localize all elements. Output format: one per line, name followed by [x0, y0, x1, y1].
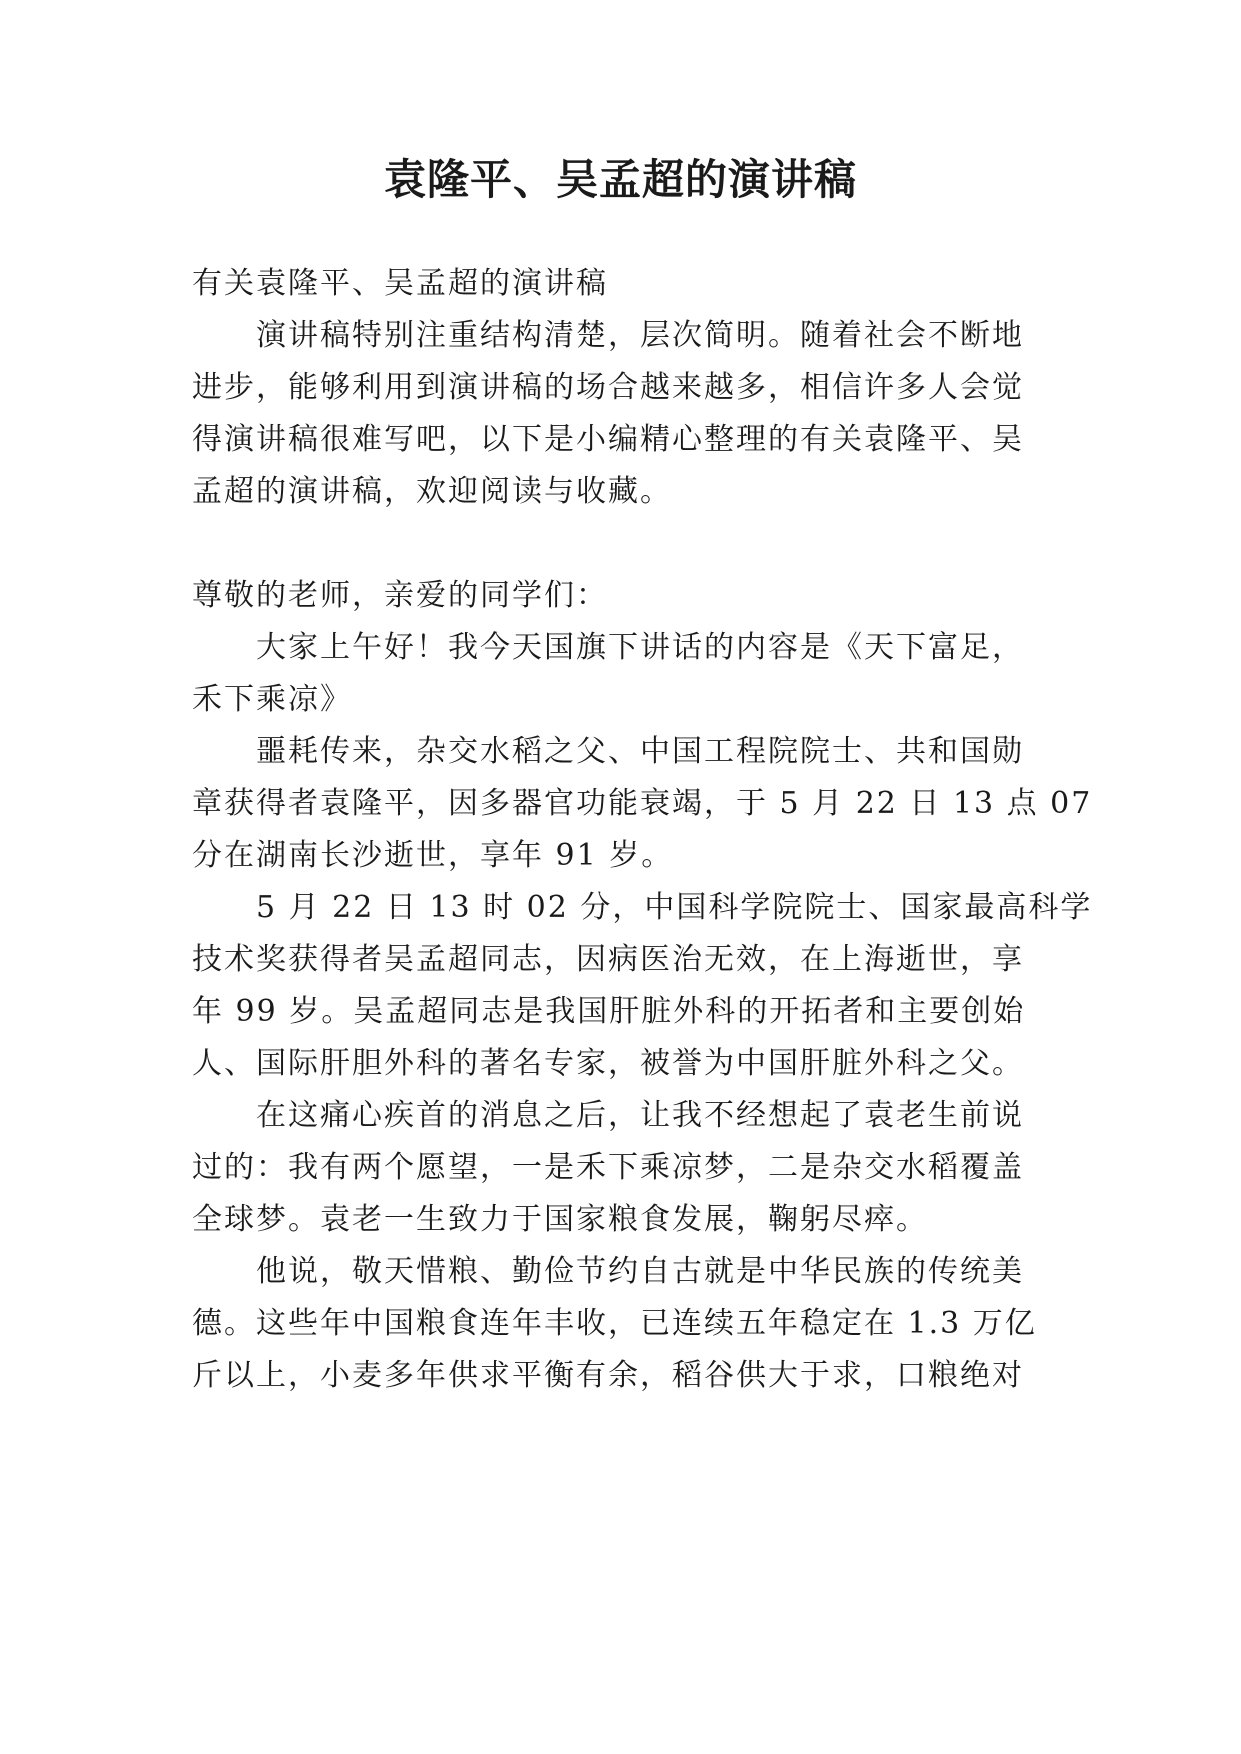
- body-line-7: 技术奖获得者吴孟超同志，因病医治无效，在上海逝世，享: [192, 942, 1024, 977]
- body-line-4: 章获得者袁隆平，因多器官功能衰竭，于 5 月 22 日 13 点 07: [192, 786, 1093, 821]
- intro-line-1: 演讲稿特别注重结构清楚，层次简明。随着社会不断地: [256, 318, 1024, 353]
- body-line-1: 大家上午好！我今天国旗下讲话的内容是《天下富足，: [256, 630, 1024, 665]
- intro-line-2: 进步，能够利用到演讲稿的场合越来越多，相信许多人会觉: [192, 370, 1024, 405]
- body-line-10: 在这痛心疾首的消息之后，让我不经想起了袁老生前说: [256, 1098, 1024, 1133]
- body-line-13: 他说，敬天惜粮、勤俭节约自古就是中华民族的传统美: [256, 1254, 1024, 1289]
- body-line-15: 斤以上，小麦多年供求平衡有余，稻谷供大于求，口粮绝对: [192, 1358, 1024, 1393]
- body-line-8: 年 99 岁。吴孟超同志是我国肝脏外科的开拓者和主要创始: [192, 994, 1026, 1029]
- body-line-12: 全球梦。袁老一生致力于国家粮食发展，鞠躬尽瘁。: [192, 1202, 928, 1237]
- body-line-9: 人、国际肝胆外科的著名专家，被誉为中国肝脏外科之父。: [192, 1046, 1024, 1081]
- subtitle-line: 有关袁隆平、吴孟超的演讲稿: [192, 266, 608, 301]
- intro-line-3: 得演讲稿很难写吧，以下是小编精心整理的有关袁隆平、吴: [192, 422, 1024, 457]
- document-title: 袁隆平、吴孟超的演讲稿: [383, 155, 857, 204]
- body-line-3: 噩耗传来，杂交水稻之父、中国工程院院士、共和国勋: [256, 734, 1024, 769]
- body-line-2: 禾下乘凉》: [192, 682, 352, 717]
- body-line-5: 分在湖南长沙逝世，享年 91 岁。: [192, 838, 674, 873]
- body-line-6: 5 月 22 日 13 时 02 分，中国科学院院士、国家最高科学: [256, 890, 1093, 925]
- body-line-14: 德。这些年中国粮食连年丰收，已连续五年稳定在 1.3 万亿: [192, 1306, 1037, 1341]
- greeting-line: 尊敬的老师，亲爱的同学们：: [192, 578, 608, 613]
- body-line-11: 过的：我有两个愿望，一是禾下乘凉梦，二是杂交水稻覆盖: [192, 1150, 1024, 1185]
- intro-line-4: 孟超的演讲稿，欢迎阅读与收藏。: [192, 474, 672, 509]
